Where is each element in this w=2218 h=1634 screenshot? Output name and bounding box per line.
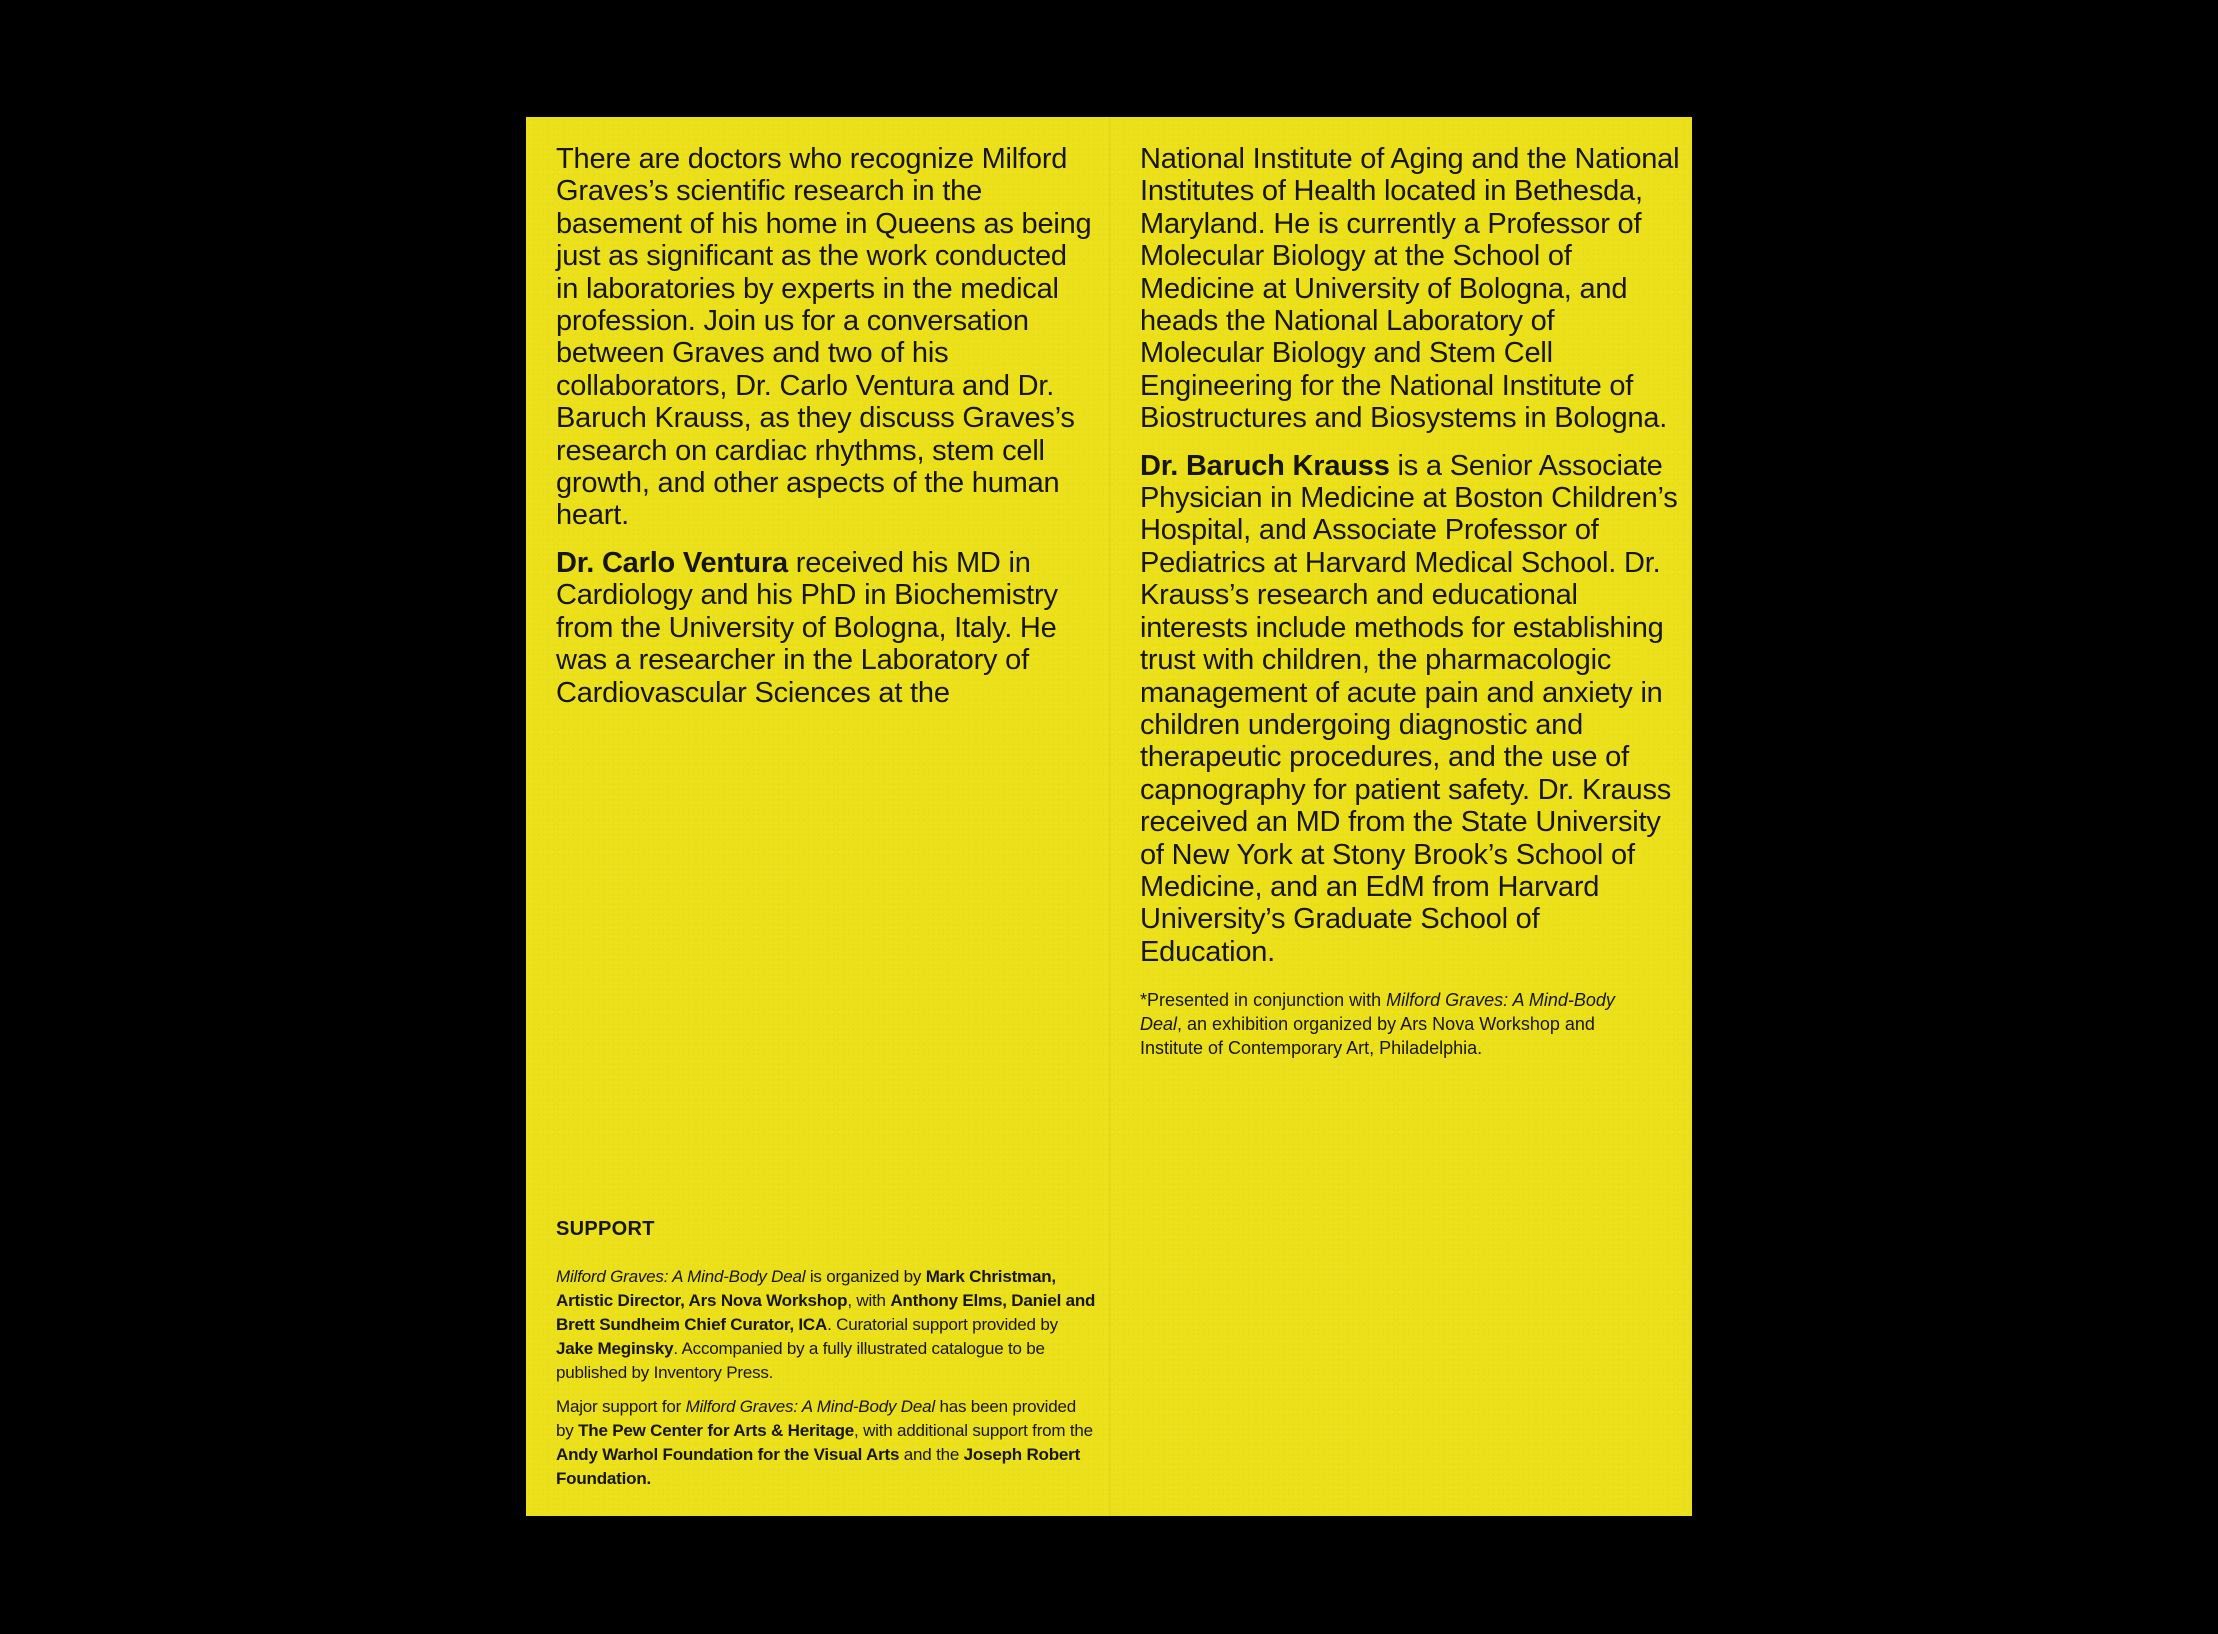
krauss-bio-text: is a Senior Associate Physician in Medicine at Boston Children’s Hospital, and Associate Professor of Pediatrics at Harvard Medical School. Dr. Krauss’s research and educational interests include methods for establishing trust with children, the pharmacologic management of acute pain and anxiety in children undergoing diagnostic and therapeutic procedures, and the use of capnography for patient safety. Dr. Krauss received an MD from the State University of New York at Stony Brook’s School of Medicine, and an EdM from Harvard University’s Graduate School of Education. <box>1140 449 1678 968</box>
support-funders: Major support for Milford Graves: A Mind-Body Deal has been provided by The Pew Center for Arts & Heritage, with additional support from the Andy Warhol Foundation for the Visual Arts and the Joseph Robert Foundation. <box>556 1397 1093 1488</box>
intro-paragraph: There are doctors who recognize Milford Graves’s scientific research in the basement of his home in Queens as being just as significant as the work conducted in laboratories by experts in the medical profession. Join us for a conversation between Graves and two of his collaborators, Dr. Carlo Ventura and Dr. Baruch Krauss, as they discuss Graves’s research on cardiac rhythms, stem cell growth, and other aspects of the human heart. <box>556 143 1092 532</box>
ventura-bio-text: received his MD in Cardiology and his PhD in Biochemistry from the University of Bologna, Italy. He was a researcher in the Laboratory of Cardiovascular Sciences at the <box>556 546 1058 709</box>
right-column <box>1140 143 1680 1060</box>
support-section <box>556 1218 1096 1501</box>
krauss-bio <box>1140 450 1680 969</box>
ventura-bio <box>556 547 1096 709</box>
left-column <box>556 143 1096 724</box>
page-fold <box>1109 117 1111 1516</box>
support-organizers: Milford Graves: A Mind-Body Deal is organized by Mark Christman, Artistic Director, Ars Nova Workshop, with Anthony Elms, Daniel and Brett Sundheim Chief Curator, ICA. Curatorial support provided by Jake Meginsky. Accompanied by a fully illustrated catalogue to be published by Inventory Press. <box>556 1267 1096 1382</box>
brochure-page <box>526 117 1692 1516</box>
support-heading: SUPPORT <box>556 1218 655 1240</box>
footnote: *Presented in conjunction with Milford Graves: A Mind-Body Deal, an exhibition organized by Ars Nova Workshop and Institute of Contemporary Art, Philadelphia. <box>1140 990 1615 1059</box>
ventura-name: Dr. Carlo Ventura <box>556 546 788 579</box>
ventura-bio-continued: National Institute of Aging and the National Institutes of Health located in Bethesda, Maryland. He is currently a Professor of Molecular Biology at the School of Medicine at University of Bologna, and heads the National Laboratory of Molecular Biology and Stem Cell Engineering for the National Institute of Biostructures and Biosystems in Bologna. <box>1140 143 1680 435</box>
footnote-exhibition-title: Milford Graves: A Mind-Body Deal <box>1140 990 1615 1035</box>
krauss-name: Dr. Baruch Krauss <box>1140 449 1390 482</box>
